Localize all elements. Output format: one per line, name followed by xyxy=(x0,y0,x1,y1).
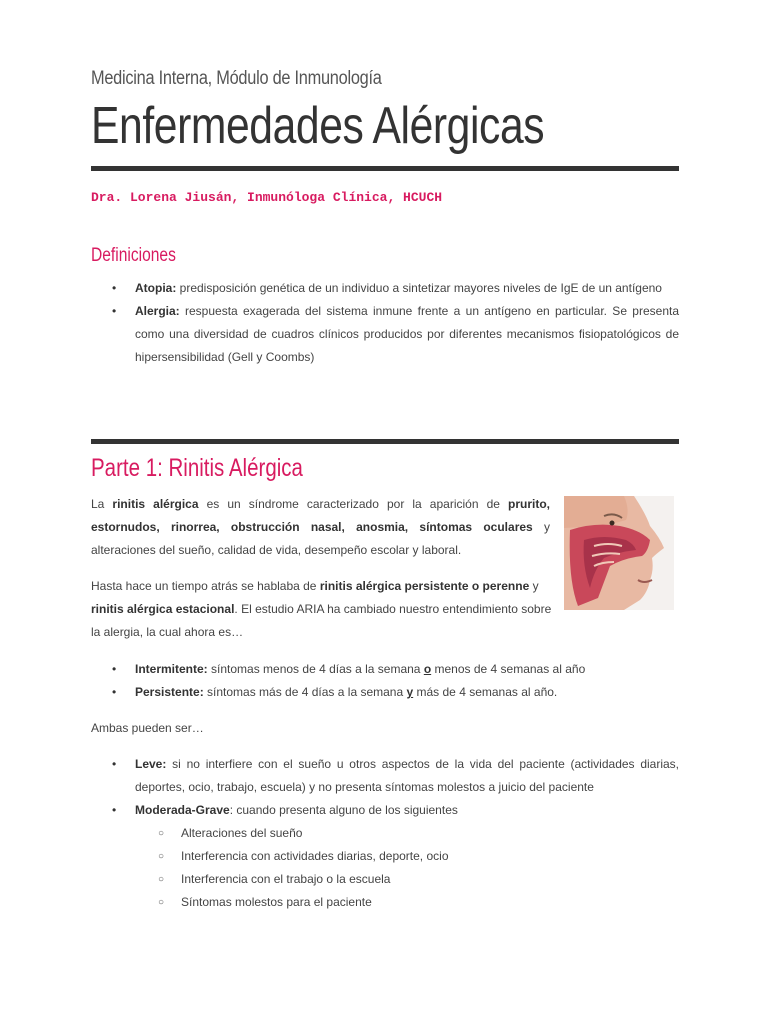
course-subtitle: Medicina Interna, Módulo de Inmunología xyxy=(91,68,382,89)
conjunction-o: o xyxy=(423,662,432,676)
list-item: • Intermitente: síntomas menos de 4 días a la semana o menos de 4 semanas al año xyxy=(91,658,679,681)
section-heading-parte-1: Parte 1: Rinitis Alérgica xyxy=(91,454,303,482)
criterios-sublist xyxy=(91,822,679,914)
term-persistente: Persistente: xyxy=(135,685,204,699)
list-item: ○ Interferencia con el trabajo o la escuela xyxy=(91,868,679,891)
paragraph-aria: Hasta hace un tiempo atrás se hablaba de rinitis alérgica persistente o perenne y rinitis alérgica estacional. El estudio ARIA ha cambiado nuestro entendimiento sobre la alergia, la cual ahora es… xyxy=(91,579,552,639)
list-item: ○ Interferencia con actividades diarias, deporte, ocio xyxy=(91,845,679,868)
list-item: • Moderada-Grave: cuando presenta alguno de los siguientes xyxy=(91,799,679,822)
severidad-list xyxy=(91,753,679,822)
list-item: ○ Alteraciones del sueño xyxy=(91,822,679,845)
list-item xyxy=(91,300,679,369)
document-title: Enfermedades Alérgicas xyxy=(91,97,545,155)
list-item xyxy=(91,277,679,300)
title-divider xyxy=(91,166,679,171)
term-alergia: Alergia: xyxy=(135,304,180,318)
term-intermitente: Intermitente: xyxy=(135,662,208,676)
definitions-list xyxy=(91,277,679,369)
clasificacion-list xyxy=(91,658,679,704)
list-item: ○ Síntomas molestos para el paciente xyxy=(91,891,679,914)
definition-text: predisposición genética de un individuo a sintetizar mayores niveles de IgE de un antígeno xyxy=(176,281,662,295)
paragraph-ambas: Ambas pueden ser… xyxy=(91,721,204,735)
section-divider xyxy=(91,439,679,444)
term-atopia: Atopia: xyxy=(135,281,177,295)
term-leve: Leve: xyxy=(135,757,167,771)
list-item: • Persistente: síntomas más de 4 días a la semana y más de 4 semanas al año. xyxy=(91,681,679,704)
paragraph-rinitis-definition: La rinitis alérgica es un síndrome caracterizado por la aparición de prurito, estornudos, rinorrea, obstrucción nasal, anosmia, síntomas oculares y alteraciones del sueño, calidad de vida, desempeño escolar y laboral. xyxy=(91,497,550,557)
conjunction-y: y xyxy=(406,685,414,699)
definition-text: respuesta exagerada del sistema inmune frente a un antígeno en particular. Se presenta como una diversidad de cuadros clínicos producidos por diferentes mecanismos fisiopatológicos de hipersensibilidad (Gell y Coombs) xyxy=(135,304,679,364)
term-moderada-grave: Moderada-Grave xyxy=(135,803,230,817)
list-item: • Leve: si no interfiere con el sueño u otros aspectos de la vida del paciente (actividades diarias, deportes, ocio, trabajo, escuela) y no presenta síntomas molestos a juicio del paciente xyxy=(91,753,679,799)
author-line: Dra. Lorena Jiusán, Inmunóloga Clínica, HCUCH xyxy=(91,190,443,205)
section-heading-definiciones: Definiciones xyxy=(91,245,176,266)
nasal-anatomy-image xyxy=(564,496,674,610)
nasal-anatomy-illustration xyxy=(564,496,674,610)
